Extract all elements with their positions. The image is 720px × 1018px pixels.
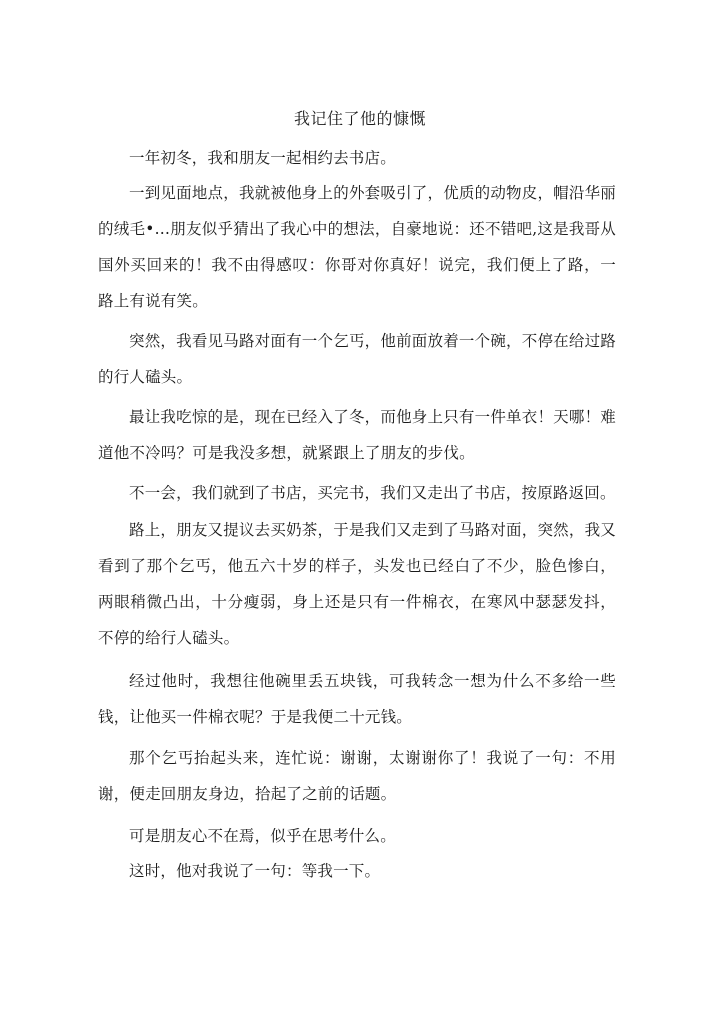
paragraph-9: 可是朋友心不在焉，似乎在思考什么。 (129, 827, 396, 845)
paragraph-8: 那个乞丐抬起头来，连忙说：谢谢，太谢谢你了！我说了一句：不用谢，便走回朋友身边，拾起了之前的话题。 (98, 749, 616, 803)
paragraph-6: 路上，朋友又提议去买奶茶，于是我们又走到了马路对面，突然，我又看到了那个乞丐，他五六十岁的样子，头发也已经白了不少，脸色惨白，两眼稍微凸出，十分瘦弱，身上还是只有一件棉衣，在寒风中瑟瑟发抖，不停的给行人磕头。 (98, 521, 616, 647)
paragraph-7: 经过他时，我想往他碗里丢五块钱，可我转念一想为什么不多给一些钱，让他买一件棉衣呢？于是我便二十元钱。 (98, 672, 616, 726)
paragraph-3: 突然，我看见马路对面有一个乞丐，他前面放着一个碗，不停在给过路的行人磕头。 (98, 332, 616, 386)
document-title: 我记住了他的慷慨 (293, 109, 426, 128)
paragraph-10: 这时，他对我说了一句：等我一下。 (129, 862, 381, 880)
paragraph-4: 最让我吃惊的是，现在已经入了冬，而他身上只有一件单衣！天哪！难道他不冷吗？可是我没多想，就紧跟上了朋友的步伐。 (98, 408, 616, 462)
paragraph-1: 一年初冬，我和朋友一起相约去书店。 (129, 149, 396, 167)
paragraph-5: 不一会，我们就到了书店，买完书，我们又走出了书店，按原路返回。 (129, 484, 616, 502)
paragraph-2: 一到见面地点，我就被他身上的外套吸引了，优质的动物皮，帽沿华丽的绒毛•…朋友似乎猜出了我心中的想法，自豪地说：还不错吧,这是我哥从国外买回来的！我不由得感叹：你哥对你真好！说完，我们便上了路，一路上有说有笑。 (98, 184, 616, 310)
